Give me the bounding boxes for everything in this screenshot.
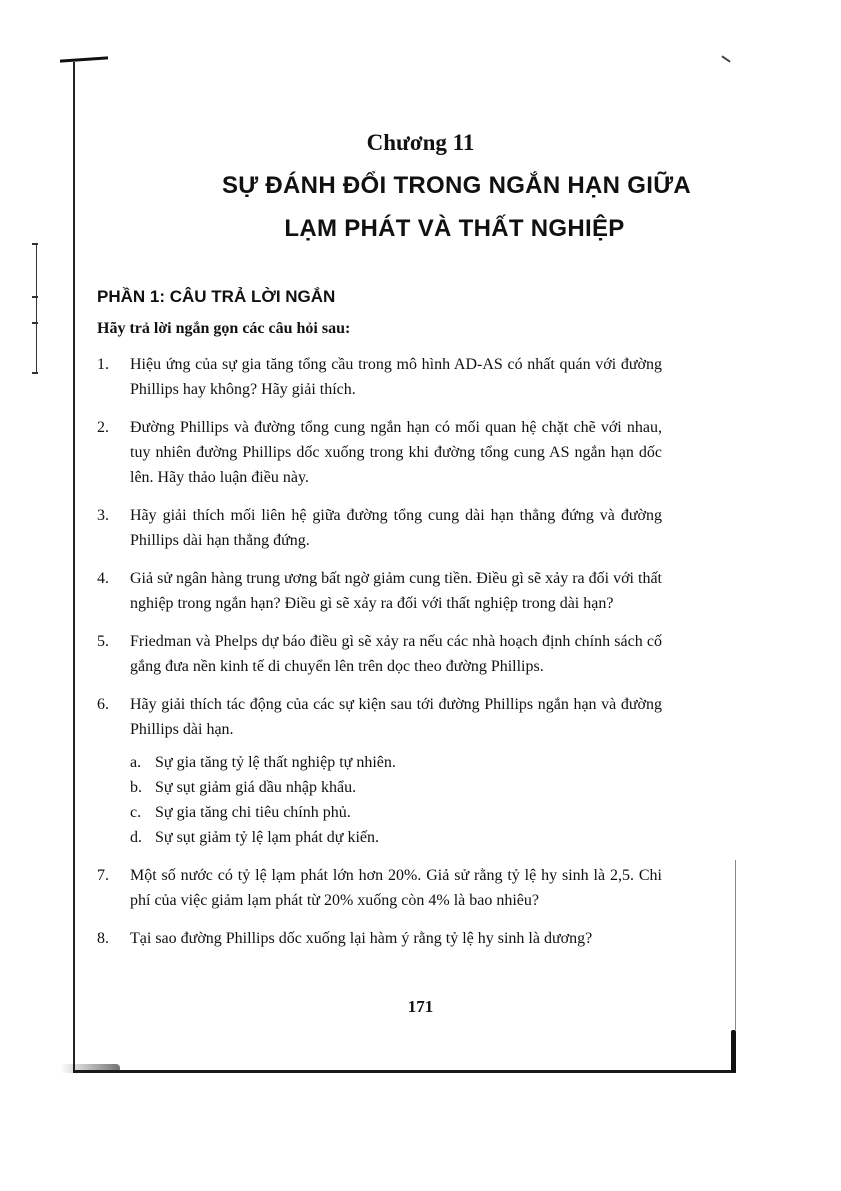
sub-item: [130, 825, 662, 850]
question-item: [97, 692, 662, 850]
question-number: 4.: [97, 570, 109, 587]
question-text: Giả sử ngân hàng trung ương bất ngờ giảm cung tiền. Điều gì sẽ xảy ra đối với thất nghiệp trong ngắn hạn? Điều gì sẽ xảy ra đối với thất nghiệp trong dài hạn?: [130, 570, 662, 612]
question-text: Đường Phillips và đường tổng cung ngắn hạn có mối quan hệ chặt chẽ với nhau, tuy nhiên đường Phillips dốc xuống trong khi đường tổng cung AS ngắn hạn dốc lên. Hãy thảo luận điều này.: [130, 419, 662, 486]
scan-edge-top: [60, 56, 108, 62]
question-text: Hãy giải thích tác động của các sự kiện sau tới đường Phillips ngắn hạn và đường Phillips dài hạn.: [130, 696, 662, 738]
scan-mark-top-right: [721, 55, 730, 62]
binding-mark: [32, 372, 38, 374]
sub-item-text: Sự sụt giảm tỷ lệ lạm phát dự kiến.: [155, 829, 379, 846]
scan-edge-right: [731, 1030, 736, 1072]
sub-item-list: [130, 750, 662, 850]
chapter-heading: Chương 11: [366, 130, 475, 155]
question-number: 8.: [97, 930, 109, 947]
question-item: [97, 926, 662, 951]
question-number: 2.: [97, 419, 109, 436]
scan-edge-left: [73, 62, 75, 1072]
sub-item-text: Sự sụt giảm giá dầu nhập khẩu.: [155, 779, 357, 796]
question-text: Hiệu ứng của sự gia tăng tổng cầu trong mô hình AD-AS có nhất quán với đường Phillips hay không? Hãy giải thích.: [130, 356, 662, 398]
question-item: [97, 352, 662, 402]
scan-edge-bottom: [73, 1070, 736, 1073]
question-text: Hãy giải thích mối liên hệ giữa đường tổng cung dài hạn thẳng đứng và đường Phillips dài hạn thẳng đứng.: [130, 507, 662, 549]
sub-item: [130, 775, 662, 800]
question-number: 7.: [97, 867, 109, 884]
sub-item: [130, 800, 662, 825]
sub-item-letter: c.: [130, 804, 142, 821]
sub-item: [130, 750, 662, 775]
sub-item-text: Sự gia tăng tỷ lệ thất nghiệp tự nhiên.: [155, 754, 396, 771]
question-item: [97, 503, 662, 553]
question-text: Tại sao đường Phillips dốc xuống lại hàm ý rằng tỷ lệ hy sinh là dương?: [130, 930, 593, 947]
binding-line: [36, 243, 37, 373]
question-number: 3.: [97, 507, 109, 524]
chapter-title-line-1: SỰ ĐÁNH ĐỔI TRONG NGẮN HẠN GIỮA: [221, 172, 692, 199]
part-heading: PHẦN 1: CÂU TRẢ LỜI NGẮN: [97, 287, 336, 306]
question-list: [97, 352, 662, 964]
page-number: 171: [407, 997, 434, 1016]
sub-item-letter: d.: [130, 829, 142, 846]
binding-mark: [32, 322, 38, 324]
question-text: Một số nước có tỷ lệ lạm phát lớn hơn 20%. Giả sử rằng tỷ lệ hy sinh là 2,5. Chi phí của việc giảm lạm phát từ 20% xuống còn 4% là bao nhiêu?: [130, 867, 662, 909]
chapter-title-line-2: LẠM PHÁT VÀ THẤT NGHIỆP: [284, 215, 625, 242]
question-item: [97, 863, 662, 913]
question-item: [97, 566, 662, 616]
question-item: [97, 415, 662, 490]
question-number: 6.: [97, 696, 109, 713]
sub-item-text: Sự gia tăng chi tiêu chính phủ.: [155, 804, 351, 821]
question-item: [97, 629, 662, 679]
instruction-text: Hãy trả lời ngắn gọn các câu hỏi sau:: [97, 320, 351, 337]
binding-mark: [32, 243, 38, 245]
sub-item-letter: b.: [130, 779, 142, 796]
question-number: 1.: [97, 356, 109, 373]
sub-item-letter: a.: [130, 754, 142, 771]
question-text: Friedman và Phelps dự báo điều gì sẽ xảy ra nếu các nhà hoạch định chính sách cố gắng đưa nền kinh tế di chuyển lên trên dọc theo đường Phillips.: [130, 633, 662, 675]
binding-mark: [32, 296, 38, 298]
question-number: 5.: [97, 633, 109, 650]
